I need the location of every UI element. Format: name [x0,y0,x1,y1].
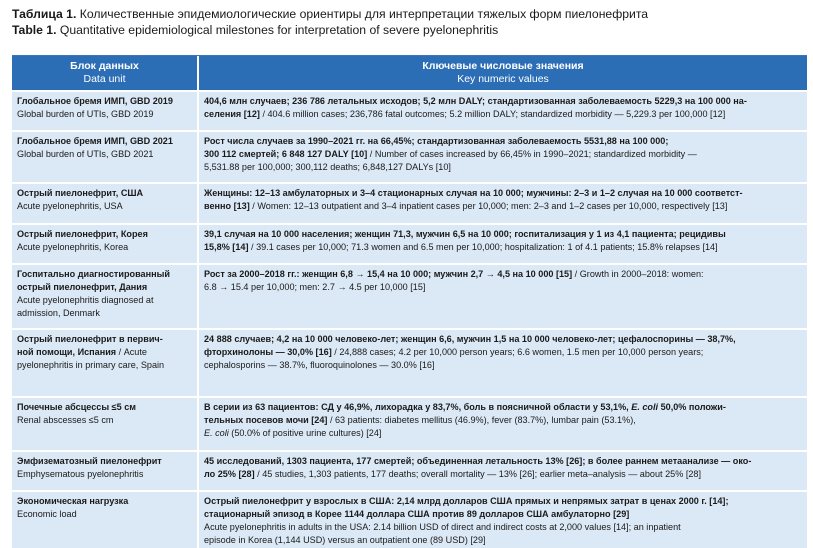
text-segment: 24 888 случаев; 4,2 на 10 000 человеко-лет; женщин 6,6, мужчин 1,5 на 10 000 человеко-лет; цефалоспорины — 38,7%, [204,334,736,344]
key-values-line [204,401,802,414]
key-values-line [204,241,802,254]
data-unit-line [17,108,192,121]
text-segment: 5,531.88 per 100,000; 300,112 deaths; 6,848,127 DALYs [10] [204,162,451,173]
data-unit-line [17,508,192,521]
text-segment: 300 112 смертей; 6 848 127 DALY [10] [204,149,368,160]
text-segment: Острый пиелонефрит в первич- [17,334,163,344]
table-row [12,330,807,398]
text-segment: Acute pyelonephritis diagnosed at [17,295,154,306]
key-values-line [204,427,802,440]
table-row [12,492,807,548]
data-unit-line [17,200,192,213]
data-unit-line [17,333,192,346]
text-segment: 45 исследований, 1303 пациента, 177 смертей; объединенная летальность 13% [26]; в более раннем метаанализе — око- [204,456,752,466]
header-key-values [199,56,807,90]
text-segment: E. coli [204,428,229,439]
data-table [12,55,807,546]
text-segment: 15,8% [14] [204,242,249,253]
data-unit-line [17,95,192,108]
key-values-line [204,414,802,427]
text-segment: / Acute [116,347,147,358]
key-values-line [204,455,802,468]
header-col1-en: Data unit [83,73,126,85]
data-unit-line [17,359,192,372]
data-unit-cell [12,92,199,130]
caption-en [12,22,807,38]
data-unit-line [17,495,192,508]
table-row [12,265,807,330]
text-segment: / 404.6 million cases; 236,786 fatal outcomes; 5.2 million DALY; standardized morbidity — 5,229.3 per 100,000 [12] [259,109,726,120]
table-row [12,184,807,225]
key-values-line [204,200,802,213]
data-unit-line [17,468,192,481]
text-segment: 50,0% положи- [658,402,726,412]
text-segment: Рост за 2000–2018 гг.: женщин 6,8 → 15,4 на 10 000; мужчин 2,7 → 4,5 на 10 000 [15] [204,269,573,279]
text-segment: Почечные абсцессы ≤5 см [17,402,137,412]
data-unit-cell [12,452,199,490]
data-unit-cell [12,132,199,182]
table-header [12,56,807,92]
text-segment: Рост числа случаев за 1990–2021 гг. на 66,45%; стандартизованная заболеваемость 5531,88 на 100 000; [204,136,669,146]
text-segment: Госпитально диагностированный [17,269,170,279]
data-unit-cell [12,225,199,263]
text-segment: Глобальное бремя ИМП, GBD 2021 [17,136,173,146]
text-segment: Острый пиелонефрит, Корея [17,229,148,239]
key-values-line [204,161,802,174]
text-segment: селения [12] [204,109,260,120]
text-segment: Acute pyelonephritis, USA [17,201,123,212]
text-segment: (50.0% of positive urine cultures) [24] [228,428,382,439]
key-values-line [204,187,802,200]
text-segment: острый пиелонефрит, Дания [17,282,148,293]
text-segment: Острый пиелонефрит, США [17,188,144,198]
text-segment: episode in Korea (1,144 USD) versus an outpatient one (89 USD) [29] [204,535,486,546]
key-values-line [204,534,802,547]
text-segment: 6.8 → 15.4 per 10,000; men: 2.7 → 4.5 per 10,000 [15] [204,282,426,293]
caption-en-text: Quantitative epidemiological milestones for interpretation of severe pyelonephritis [56,23,499,37]
text-segment: / 39.1 cases per 10,000; 71.3 women and 6.5 men per 10,000; hospitalization: 1 of 4.1 patients; 15.8% relapses [14] [248,242,718,253]
key-values-line [204,95,802,108]
data-unit-line [17,135,192,148]
data-unit-line [17,307,192,320]
data-unit-line [17,228,192,241]
text-segment: Global burden of UTIs, GBD 2021 [17,149,154,160]
data-unit-cell [12,492,199,548]
text-segment: Economic load [17,509,77,520]
key-values-line [204,268,802,281]
text-segment: / Women: 12–13 outpatient and 3–4 inpatient cases per 10,000; men: 2–3 and 1–2 cases per 10,000, respectively [13] [249,201,728,212]
key-values-cell [199,225,807,263]
header-data-unit [12,56,199,90]
key-values-line [204,108,802,121]
text-segment: admission, Denmark [17,308,100,319]
key-values-line [204,281,802,294]
table-row [12,225,807,265]
key-values-line [204,148,802,161]
data-unit-cell [12,265,199,328]
key-values-cell [199,330,807,396]
table-row [12,398,807,452]
key-values-cell [199,92,807,130]
text-segment: Острый пиелонефрит у взрослых в США: 2,14 млрд долларов США прямых и непрямых затрат в ценах 2000 г. [14]; [204,496,729,506]
key-values-line [204,495,802,508]
caption-ru-label: Таблица 1. [12,7,77,21]
header-col2-en: Key numeric values [457,73,549,85]
text-segment: / Growth in 2000–2018: women: [572,269,704,279]
data-unit-cell [12,398,199,450]
text-segment: 404,6 млн случаев; 236 786 летальных исходов; 5,2 млн DALY; стандартизованная заболеваемость 5229,3 на 100 000 на- [204,96,747,106]
data-unit-line [17,346,192,359]
table-row [12,92,807,132]
text-segment: / 45 studies, 1,303 patients, 177 deaths; overall mortality — 13% [26]; earlier meta–analysis — about 25% [28] [254,469,701,480]
text-segment: венно [13] [204,201,250,212]
data-unit-line [17,187,192,200]
table-caption [12,6,807,38]
text-segment: 39,1 случая на 10 000 населения; женщин 71,3, мужчин 6,5 на 10 000; госпитализация у 1 из 4,1 пациента; рецидивы [204,229,726,239]
text-segment: Acute pyelonephritis, Korea [17,242,129,253]
text-segment: / Number of cases increased by 66,45% in 1990–2021; standardized morbidity — [367,149,697,160]
text-segment: Эмфизематозный пиелонефрит [17,456,162,466]
caption-ru-text: Количественные эпидемиологические ориентиры для интерпретации тяжелых форм пиелонефрита [76,7,649,21]
table-row [12,132,807,184]
key-values-line [204,468,802,481]
key-values-cell [199,492,807,548]
key-values-line [204,228,802,241]
header-col2-ru: Ключевые числовые значения [422,60,584,72]
text-segment: Global burden of UTIs, GBD 2019 [17,109,154,120]
key-values-cell [199,452,807,490]
text-segment: стационарный эпизод в Корее 1144 доллара США против 89 долларов США амбулаторно [29] [204,509,630,520]
text-segment: E. coli [631,402,659,412]
key-values-line [204,359,802,372]
key-values-cell [199,265,807,328]
text-segment: ной помощи, Испания [17,347,117,358]
data-unit-cell [12,184,199,223]
key-values-line [204,333,802,346]
text-segment: В серии из 63 пациентов: СД у 46,9%, лихорадка у 83,7%, боль в поясничной области у 53,1%, [204,402,632,412]
text-segment: Глобальное бремя ИМП, GBD 2019 [17,96,173,106]
data-unit-line [17,294,192,307]
data-unit-cell [12,330,199,396]
text-segment: фторхинолоны — 30,0% [16] [204,347,332,358]
table-body [12,92,807,548]
text-segment: / 63 patients: diabetes mellitus (46.9%), fever (83.7%), lumbar pain (53.1%), [327,415,636,426]
key-values-cell [199,132,807,182]
key-values-cell [199,184,807,223]
header-col1-ru: Блок данных [70,60,139,72]
key-values-line [204,521,802,534]
text-segment: / 24,888 cases; 4.2 per 10,000 person years; 6.6 women, 1.5 men per 10,000 person years; [331,347,704,358]
caption-en-label: Table 1. [12,23,57,37]
table-row [12,452,807,492]
data-unit-line [17,281,192,294]
data-unit-line [17,241,192,254]
data-unit-line [17,455,192,468]
key-values-line [204,508,802,521]
data-unit-line [17,414,192,427]
key-values-line [204,135,802,148]
data-unit-line [17,268,192,281]
data-unit-line [17,401,192,414]
key-values-line [204,346,802,359]
key-values-cell [199,398,807,450]
text-segment: тельных посевов мочи [24] [204,415,328,426]
data-unit-line [17,148,192,161]
text-segment: Экономическая нагрузка [17,496,129,506]
caption-ru [12,6,807,22]
text-segment: Emphysematous pyelonephritis [17,469,144,480]
text-segment: ло 25% [28] [204,469,255,480]
text-segment: Acute pyelonephritis in adults in the USA: 2.14 billion USD of direct and indirect costs at 2,000 values [14]; an inpatient [204,522,681,533]
text-segment: pyelonephritis in primary care, Spain [17,360,165,371]
text-segment: cephalosporins — 38.7%, fluoroquinolones — 30.0% [16] [204,360,435,371]
text-segment: Renal abscesses ≤5 cm [17,415,114,426]
text-segment: Женщины: 12–13 амбулаторных и 3–4 стационарных случая на 10 000; мужчины: 2–3 и 1–2 случая на 10 000 соответст- [204,188,743,198]
